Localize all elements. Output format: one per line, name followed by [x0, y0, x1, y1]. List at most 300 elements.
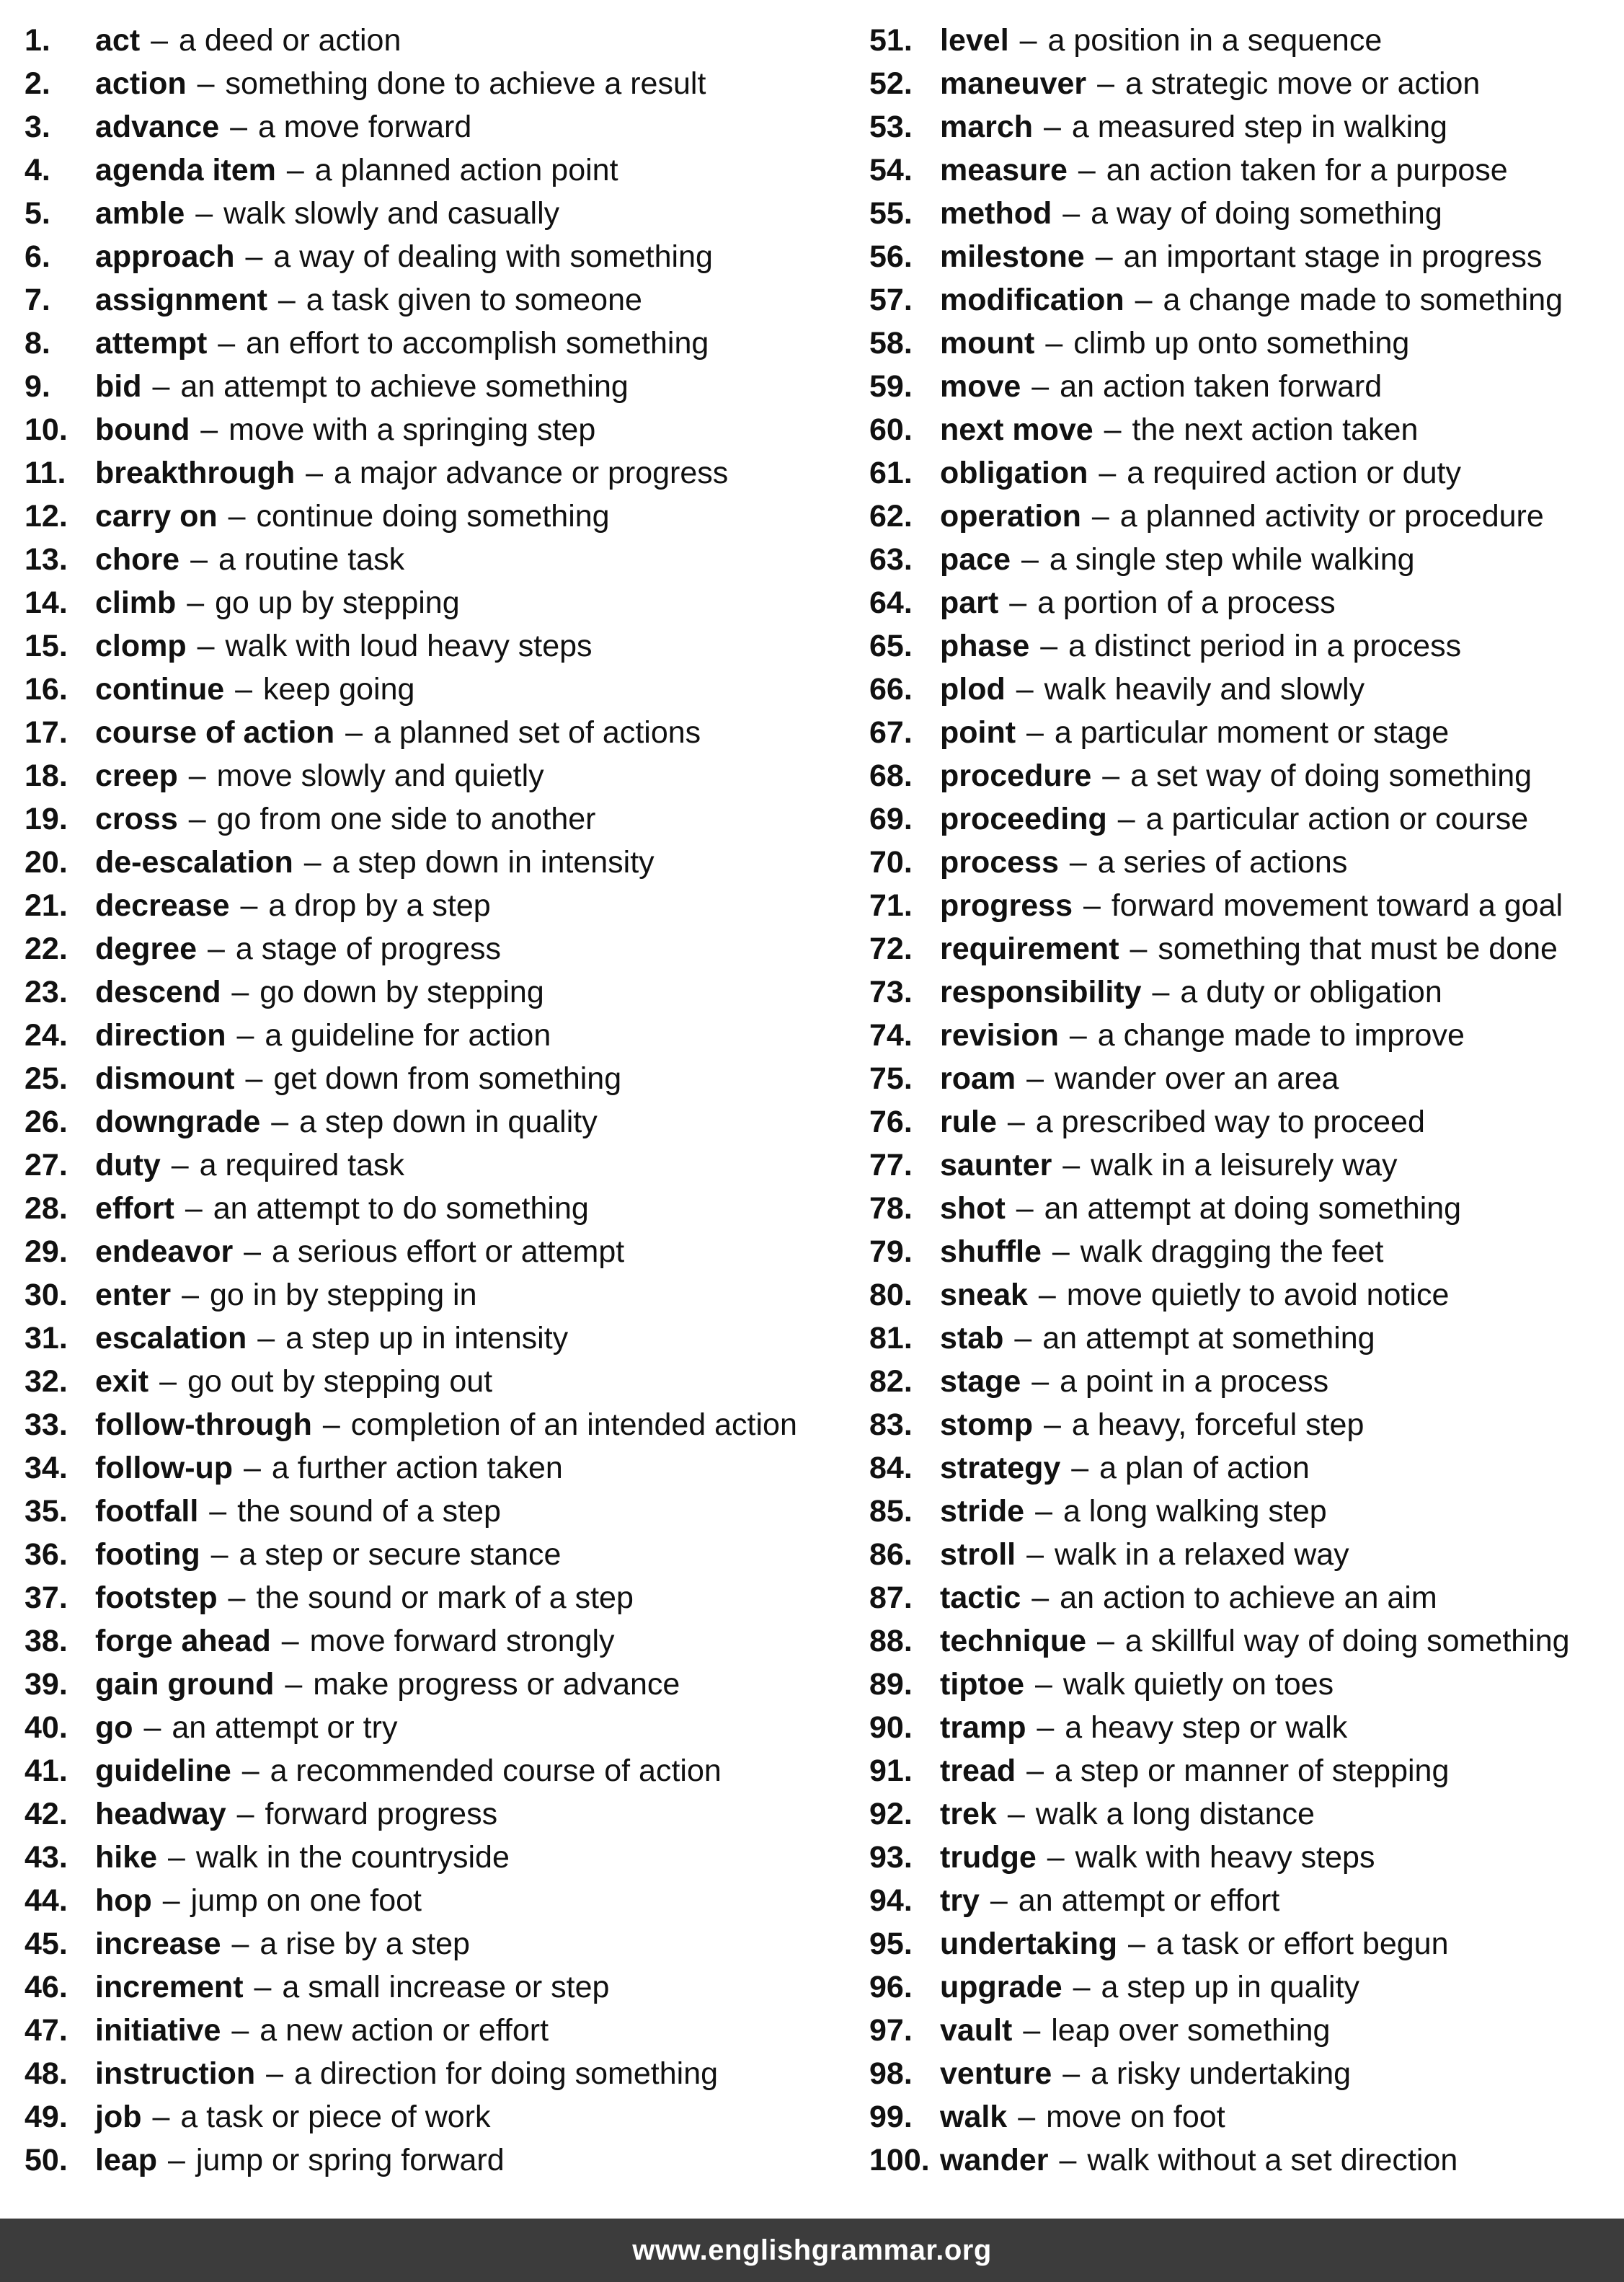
item-definition: walk in a relaxed way: [1054, 1537, 1349, 1572]
item-definition: a particular action or course: [1145, 802, 1529, 836]
list-item: [869, 365, 1619, 408]
item-dash: –: [168, 2143, 185, 2177]
item-dash: –: [322, 1407, 340, 1442]
item-term: climb: [95, 585, 177, 620]
item-term: stab: [940, 1321, 1004, 1356]
item-dash: –: [1062, 1148, 1081, 1182]
item-dash: –: [171, 1148, 189, 1182]
item-definition: go up by stepping: [215, 585, 460, 620]
item-number: 43.: [25, 1840, 68, 1875]
item-definition: walk in a leisurely way: [1091, 1148, 1398, 1182]
item-number: 58.: [869, 326, 913, 361]
item-term: operation: [940, 499, 1081, 534]
item-term: part: [940, 585, 999, 620]
list-item: [869, 2095, 1619, 2139]
footer-bar: [0, 2219, 1624, 2282]
item-term: responsibility: [940, 975, 1142, 1009]
item-number: 26.: [25, 1105, 68, 1139]
item-term: stomp: [940, 1407, 1033, 1442]
item-term: stroll: [940, 1537, 1016, 1572]
list-item: [25, 841, 853, 884]
item-dash: –: [1097, 66, 1115, 101]
item-definition: move with a springing step: [228, 412, 596, 447]
item-dash: –: [1097, 1624, 1114, 1658]
item-number: 20.: [25, 845, 68, 880]
item-number: 17.: [25, 715, 68, 750]
item-number: 57.: [869, 283, 913, 317]
item-number: 92.: [869, 1797, 913, 1831]
item-number: 9.: [25, 369, 50, 404]
item-number: 3.: [25, 110, 50, 144]
item-term: bid: [95, 369, 142, 404]
item-number: 32.: [25, 1364, 68, 1399]
item-term: move: [940, 369, 1021, 404]
item-definition: an attempt at something: [1042, 1321, 1375, 1356]
list-item: [25, 1360, 853, 1403]
list-item: [869, 2139, 1619, 2182]
item-number: 90.: [869, 1710, 913, 1745]
item-definition: a task or effort begun: [1155, 1927, 1449, 1961]
item-dash: –: [1071, 1451, 1089, 1485]
item-term: chore: [95, 542, 180, 577]
item-term: trek: [940, 1797, 997, 1831]
item-definition: a change made to something: [1163, 283, 1563, 317]
item-dash: –: [159, 1364, 177, 1399]
list-item: [869, 1965, 1619, 2009]
item-definition: forward progress: [265, 1797, 498, 1831]
item-dash: –: [1014, 1321, 1032, 1356]
item-term: process: [940, 845, 1059, 880]
item-number: 45.: [25, 1927, 68, 1961]
list-item: [25, 322, 853, 365]
item-dash: –: [190, 542, 208, 577]
item-definition: a strategic move or action: [1125, 66, 1481, 101]
list-item: [869, 1619, 1619, 1663]
item-number: 62.: [869, 499, 913, 534]
item-definition: a rise by a step: [259, 1927, 470, 1961]
item-term: march: [940, 110, 1034, 144]
item-number: 34.: [25, 1451, 68, 1485]
item-term: increase: [95, 1927, 221, 1961]
item-dash: –: [188, 759, 206, 793]
item-dash: –: [1099, 456, 1117, 490]
item-number: 22.: [25, 932, 68, 966]
item-term: enter: [95, 1278, 172, 1312]
list-item: [25, 797, 853, 841]
item-dash: –: [1031, 1364, 1050, 1399]
item-definition: a long walking step: [1062, 1494, 1327, 1529]
word-list-column-left: [25, 19, 853, 2182]
item-term: sneak: [940, 1278, 1028, 1312]
item-number: 86.: [869, 1537, 913, 1572]
list-item: [869, 927, 1619, 970]
list-item: [25, 19, 853, 62]
item-definition: an action taken for a purpose: [1106, 153, 1508, 187]
list-item: [25, 927, 853, 970]
item-dash: –: [241, 1753, 259, 1788]
list-item: [25, 2009, 853, 2052]
item-definition: a point in a process: [1060, 1364, 1329, 1399]
item-dash: –: [185, 1191, 203, 1226]
item-term: wander: [940, 2143, 1049, 2177]
item-definition: a drop by a step: [268, 888, 491, 923]
item-dash: –: [1073, 1970, 1091, 2004]
list-item: [869, 1533, 1619, 1576]
item-dash: –: [303, 845, 321, 880]
list-item: [25, 884, 853, 927]
item-definition: forward movement toward a goal: [1111, 888, 1563, 923]
list-item: [25, 1317, 853, 1360]
item-number: 63.: [869, 542, 913, 577]
list-item: [869, 711, 1619, 754]
list-item: [869, 1230, 1619, 1273]
item-definition: move forward strongly: [309, 1624, 615, 1658]
list-item: [869, 495, 1619, 538]
item-term: advance: [95, 110, 220, 144]
list-item: [25, 408, 853, 451]
item-definition: walk without a set direction: [1087, 2143, 1458, 2177]
item-dash: –: [143, 1710, 161, 1745]
item-term: hop: [95, 1883, 152, 1918]
item-definition: walk a long distance: [1035, 1797, 1315, 1831]
item-term: assignment: [95, 283, 267, 317]
item-number: 82.: [869, 1364, 913, 1399]
list-item: [869, 538, 1619, 581]
list-item: [25, 451, 853, 495]
item-number: 27.: [25, 1148, 68, 1182]
item-definition: the sound or mark of a step: [256, 1580, 634, 1615]
item-dash: –: [1019, 23, 1037, 58]
list-item: [25, 1144, 853, 1187]
item-term: decrease: [95, 888, 230, 923]
list-item: [869, 1403, 1619, 1446]
item-term: degree: [95, 932, 198, 966]
item-number: 81.: [869, 1321, 913, 1356]
item-dash: –: [162, 1883, 180, 1918]
item-number: 42.: [25, 1797, 68, 1831]
item-definition: go from one side to another: [216, 802, 596, 836]
item-dash: –: [1130, 932, 1148, 966]
item-definition: walk in the countryside: [195, 1840, 510, 1875]
word-list-column-right: [869, 19, 1619, 2182]
list-item: [869, 235, 1619, 278]
item-term: saunter: [940, 1148, 1052, 1182]
item-dash: –: [228, 1580, 246, 1615]
list-item: [869, 970, 1619, 1014]
item-definition: a small increase or step: [282, 1970, 610, 2004]
list-item: [869, 322, 1619, 365]
item-dash: –: [306, 456, 324, 490]
list-item: [25, 1922, 853, 1965]
item-number: 88.: [869, 1624, 913, 1658]
item-term: course of action: [95, 715, 335, 750]
item-definition: a portion of a process: [1037, 585, 1336, 620]
item-dash: –: [1083, 888, 1101, 923]
item-number: 66.: [869, 672, 913, 707]
item-number: 37.: [25, 1580, 68, 1615]
list-item: [25, 1273, 853, 1317]
item-number: 100.: [869, 2143, 930, 2177]
item-number: 31.: [25, 1321, 68, 1356]
list-item: [25, 2095, 853, 2139]
list-item: [25, 1619, 853, 1663]
item-dash: –: [1104, 412, 1122, 447]
item-definition: a recommended course of action: [270, 1753, 722, 1788]
item-dash: –: [1026, 715, 1044, 750]
list-item: [869, 1317, 1619, 1360]
item-definition: a guideline for action: [265, 1018, 551, 1053]
item-number: 5.: [25, 196, 50, 231]
website-url[interactable]: www.englishgrammar.org: [632, 2234, 992, 2266]
item-definition: a change made to improve: [1097, 1018, 1465, 1053]
item-term: tactic: [940, 1580, 1021, 1615]
list-item: [869, 149, 1619, 192]
item-term: dismount: [95, 1061, 235, 1096]
list-item: [869, 105, 1619, 149]
item-definition: a position in a sequence: [1047, 23, 1383, 58]
item-dash: –: [231, 2013, 249, 2048]
item-dash: –: [236, 1797, 254, 1831]
list-item: [869, 1576, 1619, 1619]
item-term: headway: [95, 1797, 226, 1831]
item-definition: a deed or action: [178, 23, 401, 58]
list-item: [869, 1663, 1619, 1706]
item-definition: an action to achieve an aim: [1060, 1580, 1437, 1615]
item-term: direction: [95, 1018, 226, 1053]
list-item: [25, 62, 853, 105]
item-term: requirement: [940, 932, 1119, 966]
item-definition: walk with heavy steps: [1075, 1840, 1375, 1875]
item-definition: a step up in intensity: [285, 1321, 569, 1356]
item-term: rule: [940, 1105, 997, 1139]
item-number: 38.: [25, 1624, 68, 1658]
list-item: [25, 278, 853, 322]
item-dash: –: [152, 369, 170, 404]
item-dash: –: [1062, 2056, 1081, 2091]
item-number: 46.: [25, 1970, 68, 2004]
item-number: 80.: [869, 1278, 913, 1312]
item-number: 25.: [25, 1061, 68, 1096]
item-number: 14.: [25, 585, 68, 620]
item-number: 51.: [869, 23, 913, 58]
item-definition: go down by stepping: [259, 975, 544, 1009]
item-definition: keep going: [263, 672, 415, 707]
item-term: leap: [95, 2143, 158, 2177]
item-definition: an effort to accomplish something: [246, 326, 709, 361]
item-definition: a measured step in walking: [1071, 110, 1447, 144]
item-term: measure: [940, 153, 1068, 187]
item-dash: –: [245, 1061, 263, 1096]
item-number: 60.: [869, 412, 913, 447]
item-number: 95.: [869, 1927, 913, 1961]
item-definition: a plan of action: [1099, 1451, 1310, 1485]
item-dash: –: [231, 1927, 249, 1961]
item-dash: –: [209, 1494, 227, 1529]
item-term: escalation: [95, 1321, 247, 1356]
item-term: roam: [940, 1061, 1016, 1096]
item-definition: a required action or duty: [1127, 456, 1461, 490]
item-dash: –: [990, 1883, 1008, 1918]
item-term: phase: [940, 629, 1030, 663]
list-item: [25, 192, 853, 235]
list-item: [25, 1879, 853, 1922]
item-dash: –: [1069, 1018, 1087, 1053]
item-number: 11.: [25, 456, 66, 490]
item-dash: –: [197, 66, 215, 101]
item-dash: –: [187, 585, 205, 620]
item-number: 97.: [869, 2013, 913, 2048]
item-number: 1.: [25, 23, 50, 58]
item-dash: –: [345, 715, 363, 750]
item-dash: –: [244, 1234, 262, 1269]
item-dash: –: [257, 1321, 275, 1356]
list-item: [869, 1100, 1619, 1144]
item-definition: a step down in intensity: [332, 845, 655, 880]
item-term: effort: [95, 1191, 174, 1226]
item-definition: a particular moment or stage: [1054, 715, 1450, 750]
item-term: footing: [95, 1537, 200, 1572]
list-item: [25, 1749, 853, 1792]
item-definition: move on foot: [1046, 2100, 1225, 2134]
list-item: [869, 841, 1619, 884]
item-dash: –: [207, 932, 225, 966]
item-definition: completion of an intended action: [350, 1407, 797, 1442]
item-dash: –: [230, 110, 247, 144]
item-definition: a serious effort or attempt: [272, 1234, 625, 1269]
item-number: 96.: [869, 1970, 913, 2004]
item-number: 74.: [869, 1018, 913, 1053]
item-term: duty: [95, 1148, 161, 1182]
item-dash: –: [1062, 196, 1081, 231]
item-term: guideline: [95, 1753, 231, 1788]
item-dash: –: [1117, 802, 1135, 836]
item-dash: –: [1031, 1580, 1050, 1615]
item-number: 72.: [869, 932, 913, 966]
item-term: action: [95, 66, 187, 101]
item-number: 12.: [25, 499, 68, 534]
item-number: 28.: [25, 1191, 68, 1226]
list-item: [25, 495, 853, 538]
item-term: obligation: [940, 456, 1088, 490]
list-item: [25, 1490, 853, 1533]
item-number: 77.: [869, 1148, 913, 1182]
item-term: next move: [940, 412, 1093, 447]
item-dash: –: [286, 153, 304, 187]
item-dash: –: [254, 1970, 272, 2004]
list-item: [869, 62, 1619, 105]
list-item: [869, 1014, 1619, 1057]
item-dash: –: [1047, 1840, 1065, 1875]
item-definition: a way of doing something: [1091, 196, 1442, 231]
list-item: [869, 1749, 1619, 1792]
list-item: [25, 754, 853, 797]
item-dash: –: [1152, 975, 1170, 1009]
list-item: [25, 105, 853, 149]
item-number: 69.: [869, 802, 913, 836]
item-dash: –: [188, 802, 206, 836]
item-number: 78.: [869, 1191, 913, 1226]
list-item: [869, 1187, 1619, 1230]
item-definition: a stage of progress: [235, 932, 501, 966]
item-term: act: [95, 23, 141, 58]
item-number: 40.: [25, 1710, 68, 1745]
item-number: 67.: [869, 715, 913, 750]
item-definition: the sound of a step: [237, 1494, 501, 1529]
item-term: maneuver: [940, 66, 1087, 101]
item-dash: –: [200, 412, 218, 447]
item-number: 23.: [25, 975, 68, 1009]
item-definition: a heavy step or walk: [1065, 1710, 1348, 1745]
item-term: instruction: [95, 2056, 256, 2091]
item-number: 98.: [869, 2056, 913, 2091]
list-item: [869, 278, 1619, 322]
item-dash: –: [235, 672, 253, 707]
item-number: 54.: [869, 153, 913, 187]
item-number: 8.: [25, 326, 50, 361]
item-number: 10.: [25, 412, 68, 447]
item-definition: a task given to someone: [306, 283, 642, 317]
item-dash: –: [1102, 759, 1120, 793]
item-term: tramp: [940, 1710, 1026, 1745]
item-term: gain ground: [95, 1667, 275, 1702]
item-number: 52.: [869, 66, 913, 101]
item-definition: jump on one foot: [190, 1883, 422, 1918]
item-term: stage: [940, 1364, 1021, 1399]
item-dash: –: [1069, 845, 1087, 880]
item-term: upgrade: [940, 1970, 1062, 2004]
item-definition: a direction for doing something: [294, 2056, 719, 2091]
item-number: 93.: [869, 1840, 913, 1875]
item-term: footfall: [95, 1494, 199, 1529]
item-definition: a routine task: [218, 542, 405, 577]
item-term: procedure: [940, 759, 1092, 793]
item-definition: walk quietly on toes: [1062, 1667, 1334, 1702]
word-list: [0, 19, 1624, 2182]
list-item: [25, 1057, 853, 1100]
item-term: breakthrough: [95, 456, 296, 490]
list-item: [869, 19, 1619, 62]
item-number: 79.: [869, 1234, 913, 1269]
item-number: 49.: [25, 2100, 68, 2134]
list-item: [25, 538, 853, 581]
item-dash: –: [1044, 110, 1061, 144]
item-definition: something done to achieve a result: [225, 66, 706, 101]
item-dash: –: [228, 499, 246, 534]
item-dash: –: [1038, 1278, 1056, 1312]
item-definition: a planned set of actions: [373, 715, 701, 750]
item-dash: –: [195, 196, 213, 231]
item-number: 91.: [869, 1753, 913, 1788]
item-number: 61.: [869, 456, 913, 490]
list-item: [25, 1663, 853, 1706]
item-definition: a task or piece of work: [180, 2100, 491, 2134]
item-term: forge ahead: [95, 1624, 271, 1658]
item-number: 84.: [869, 1451, 913, 1485]
list-item: [25, 235, 853, 278]
item-term: approach: [95, 239, 235, 274]
item-term: mount: [940, 326, 1035, 361]
item-dash: –: [281, 1624, 299, 1658]
item-dash: –: [285, 1667, 303, 1702]
list-item: [869, 1057, 1619, 1100]
item-term: venture: [940, 2056, 1052, 2091]
item-definition: walk heavily and slowly: [1044, 672, 1365, 707]
item-definition: make progress or advance: [313, 1667, 680, 1702]
item-definition: an attempt to do something: [213, 1191, 589, 1226]
item-definition: a required task: [199, 1148, 405, 1182]
list-item: [869, 797, 1619, 841]
item-dash: –: [1007, 1105, 1025, 1139]
